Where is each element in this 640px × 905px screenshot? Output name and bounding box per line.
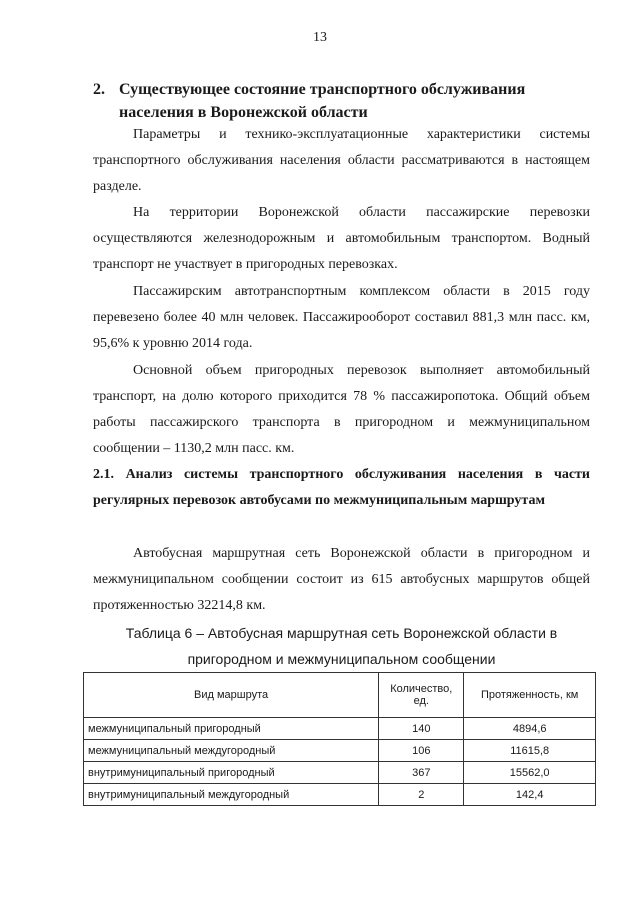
- cell-length: 142,4: [464, 784, 596, 806]
- cell-length: 4894,6: [464, 718, 596, 740]
- cell-route-type: межмуниципальный пригородный: [84, 718, 379, 740]
- subsection-paragraph: [93, 541, 590, 619]
- cell-route-type: внутримуниципальный междугородный: [84, 784, 379, 806]
- cell-count: 106: [379, 740, 464, 762]
- table-caption-line2: пригородном и межмуниципальном сообщении: [187, 651, 496, 667]
- header-count: [379, 673, 464, 718]
- table-caption: [93, 620, 590, 672]
- paragraph-text: Автобусная маршрутная сеть Воронежской области в пригородном и межмуниципальном сообщении состоит из 615 автобусных маршрутов общей протяженностью 32214,8 км.: [93, 546, 590, 613]
- header-length: Протяженность, км: [464, 673, 596, 718]
- paragraph-text: Пассажирским автотранспортным комплексом области в 2015 году перевезено более 40 млн человек. Пассажирооборот составил 881,3 млн пасс. км, 95,6% к уровню 2014 года.: [93, 284, 590, 351]
- table-header-row: [84, 673, 596, 718]
- cell-count: 140: [379, 718, 464, 740]
- cell-route-type: межмуниципальный междугородный: [84, 740, 379, 762]
- cell-length: 11615,8: [464, 740, 596, 762]
- section-title-line2: населения в Воронежской области: [119, 104, 368, 121]
- routes-table: [83, 672, 596, 806]
- paragraph-1: [93, 122, 590, 200]
- table-row: [84, 784, 596, 806]
- paragraph-text: Основной объем пригородных перевозок выполняет автомобильный транспорт, на долю которого приходится 78 % пассажиропотока. Общий объем работы пассажирского транспорта в пригородном и межмуниципальном сообщении – 1130,2 млн пасс. км.: [93, 363, 590, 456]
- paragraph-text: На территории Воронежской области пассажирские перевозки осуществляются железнодорожным и автомобильным транспортом. Водный транспорт не участвует в пригородных перевозках.: [93, 205, 590, 272]
- table-row: [84, 740, 596, 762]
- section-heading: [93, 78, 563, 124]
- section-heading-line1: [93, 78, 563, 101]
- cell-count: 2: [379, 784, 464, 806]
- header-count-line1: Количество,: [390, 683, 453, 695]
- section-number: 2.: [93, 81, 105, 98]
- paragraph-2: [93, 200, 590, 278]
- cell-route-type: внутримуниципальный пригородный: [84, 762, 379, 784]
- paragraph-text: Параметры и технико-эксплуатационные характеристики системы транспортного обслуживания населения области рассматриваются в настоящем разделе.: [93, 127, 590, 194]
- table-row: [84, 762, 596, 784]
- subsection-heading: 2.1. Анализ системы транспортного обслуживания населения в части регулярных перевозок автобусами по межмуниципальным маршрутам: [93, 467, 590, 508]
- table-row: [84, 718, 596, 740]
- table-caption-line1: Таблица 6 – Автобусная маршрутная сеть Воронежской области в: [125, 625, 558, 641]
- paragraph-4: [93, 358, 590, 462]
- page-number: 13: [313, 30, 327, 45]
- header-route-type: Вид маршрута: [84, 673, 379, 718]
- header-count-line2: ед.: [413, 695, 429, 707]
- cell-count: 367: [379, 762, 464, 784]
- paragraph-3: [93, 279, 590, 357]
- section-title-line1: Существующее состояние транспортного обслуживания: [119, 81, 526, 98]
- cell-length: 15562,0: [464, 762, 596, 784]
